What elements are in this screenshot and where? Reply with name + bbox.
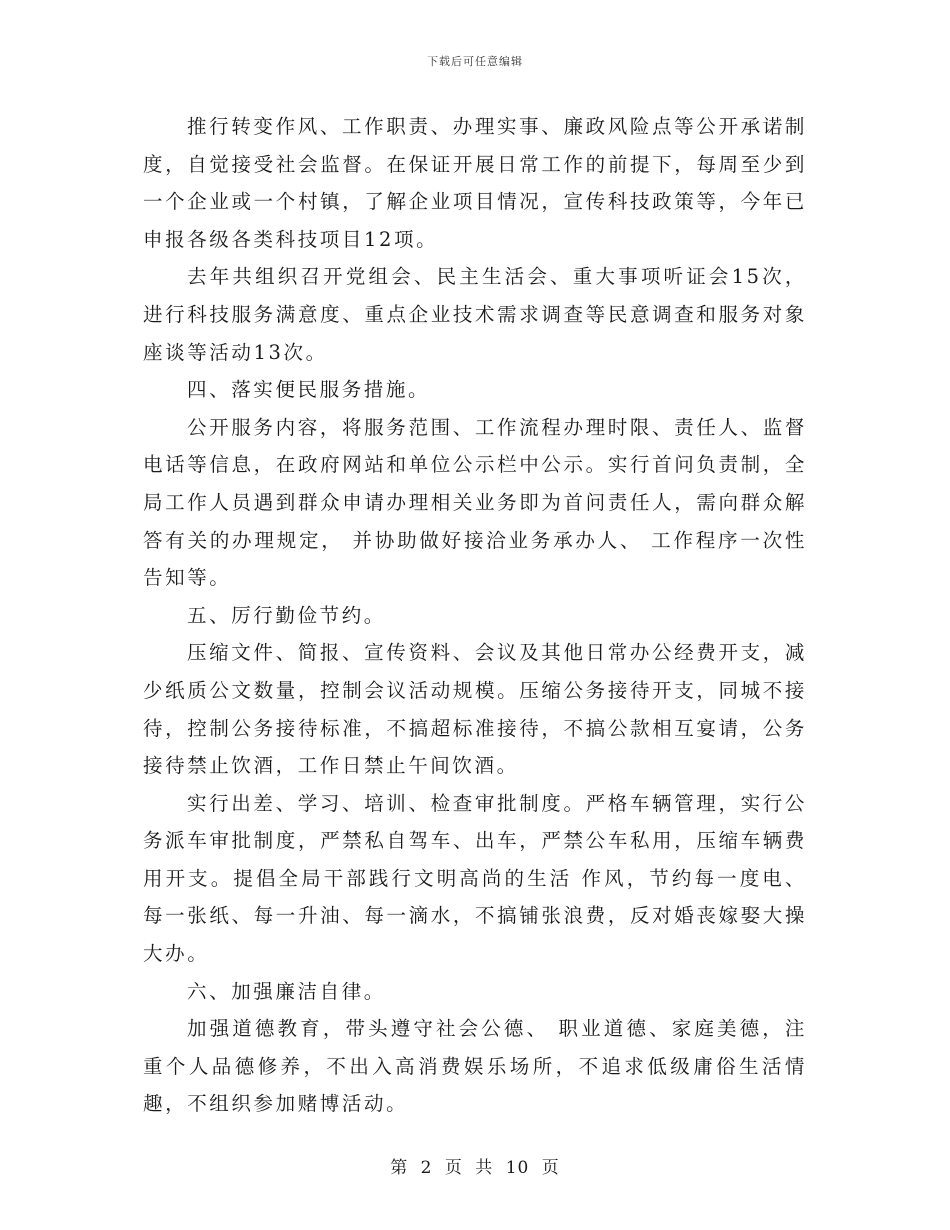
section-heading-integrity: 六、加强廉洁自律。 [187,979,386,1003]
paragraph-reduce-expenses: 压缩文件、简报、宣传资料、会议及其他日常办公经费开支，减少纸质公文数量，控制会议活动规模。压缩公务接待开支，同城不接待，控制公务接待标准，不搞超标准接待，不搞公款相互宴请，公务接待禁止饮酒，工作日禁止午间饮酒。 [143,641,807,778]
section-heading-frugality: 五、厉行勤俭节约。 [187,603,386,627]
paragraph-public-services: 公开服务内容，将服务范围、工作流程办理时限、责任人、监督电话等信息，在政府网站和单位公示栏中公示。实行首问负责制，全局工作人员遇到群众申请办理相关业务即为首问责任人，需向群众解答有关的办理规定， 并协助做好接洽业务承办人、 工作程序一次性告知等。 [143,415,807,590]
page-number-footer: 第 2 页 共 10 页 [390,1158,560,1178]
section-heading-convenience-services: 四、落实便民服务措施。 [187,378,431,402]
document-body [143,108,807,1123]
paragraph-travel-approval: 实行出差、学习、培训、检查审批制度。严格车辆管理，实行公务派车审批制度，严禁私自驾车、出车，严禁公车私用，压缩车辆费用开支。提倡全局干部践行文明高尚的生活 作风，节约每一度电、每一张纸、每一升油、每一滴水，不搞铺张浪费，反对婚丧嫁娶大操大办。 [143,791,807,966]
page-header-note: 下载后可任意编辑 [427,55,523,68]
paragraph-commitment: 推行转变作风、工作职责、办理实事、廉政风险点等公开承诺制度，自觉接受社会监督。在保证开展日常工作的前提下，每周至少到一个企业或一个村镇，了解企业项目情况，宣传科技政策等，今年已申报各级各类科技项目12项。 [143,115,807,251]
paragraph-meetings: 去年共组织召开党组会、民主生活会、重大事项听证会15次，进行科技服务满意度、重点企业技术需求调查等民意调查和服务对象座谈等活动13次。 [143,265,807,364]
paragraph-moral-education: 加强道德教育，带头遵守社会公德、 职业道德、家庭美德，注重个人品德修养，不出入高消费娱乐场所，不追求低级庸俗生活情趣，不组织参加赌博活动。 [143,1017,807,1116]
